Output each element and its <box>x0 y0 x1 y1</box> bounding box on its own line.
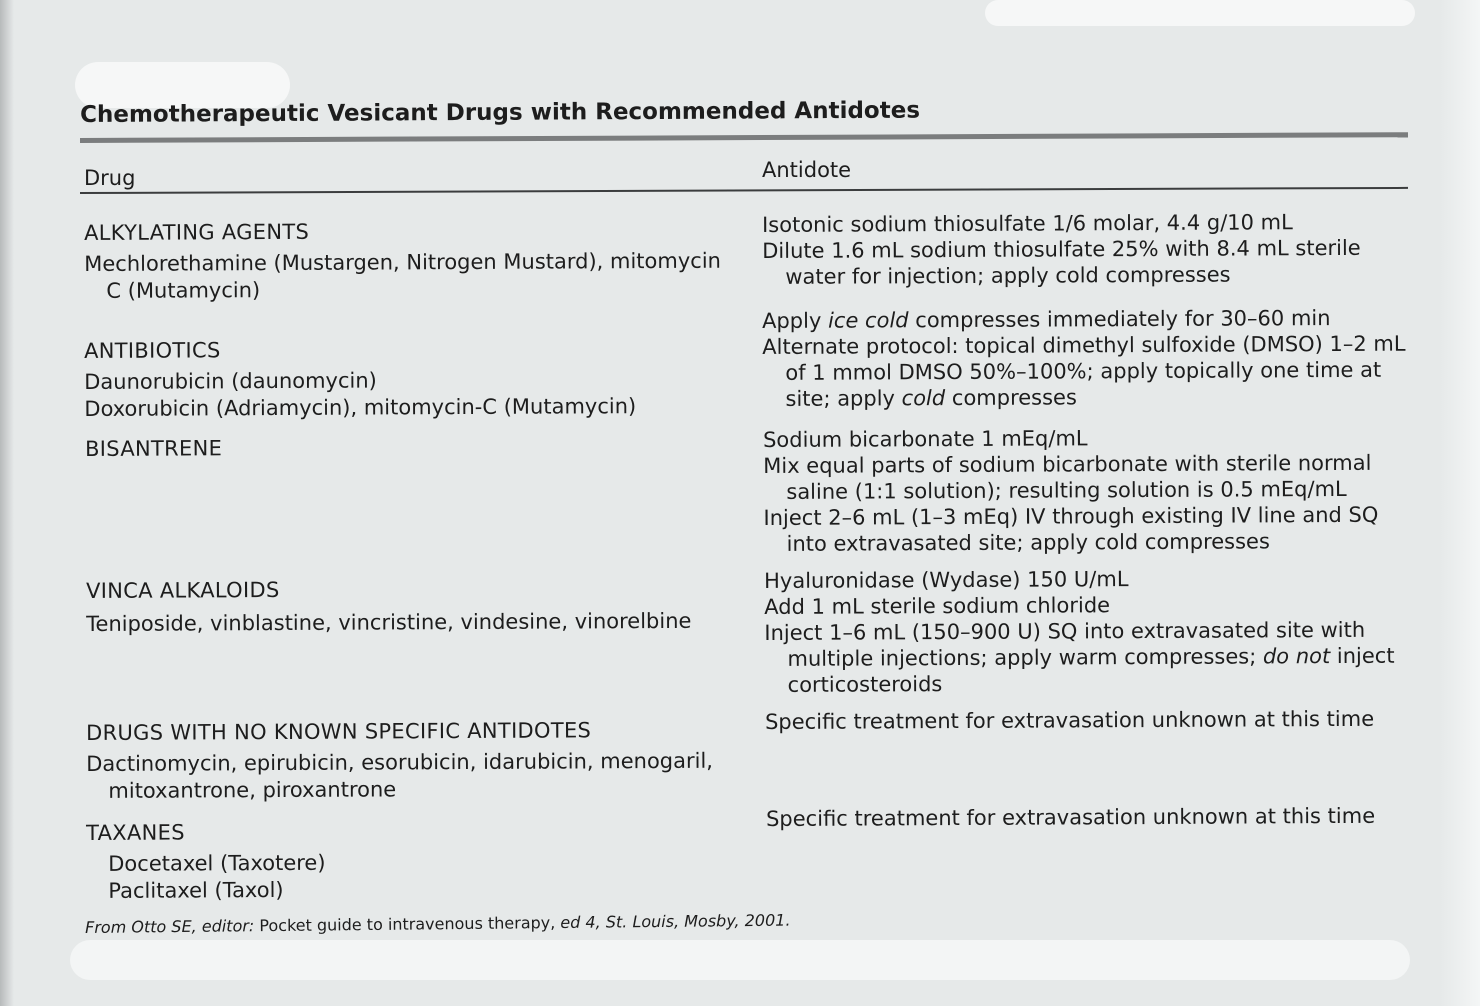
antidote-emphasis: ice cold <box>827 308 909 333</box>
drug-line: Teniposide, vinblastine, vincristine, vindesine, vinorelbine <box>86 608 692 636</box>
category-label: DRUGS WITH NO KNOWN SPECIFIC ANTIDOTES <box>86 718 592 745</box>
column-header-antidote: Antidote <box>762 158 852 182</box>
antidote-line: water for injection; apply cold compresses <box>785 262 1231 289</box>
antidote-cell-no-antidote <box>765 706 1374 735</box>
antidote-line: Add 1 mL sterile sodium chloride <box>764 593 1111 619</box>
antidote-line: into extravasated site; apply cold compresses <box>786 529 1270 556</box>
antidote-text: Apply <box>762 308 829 333</box>
citation-suffix: ed 4, St. Louis, Mosby, 2001. <box>555 910 791 933</box>
drug-line: mitoxantrone, piroxantrone <box>108 777 397 803</box>
drug-cell-vinca <box>86 575 691 638</box>
table-title: Chemotherapeutic Vesicant Drugs with Recommended Antidotes <box>80 97 921 128</box>
antidote-text: multiple injections; apply warm compresses; <box>787 644 1264 671</box>
antidote-line: of 1 mmol DMSO 50%–100%; apply topically one time at <box>785 357 1382 385</box>
antidote-text: inject <box>1330 643 1395 669</box>
antidote-cell-bisantrene <box>763 424 1379 557</box>
antidote-line: Mix equal parts of sodium bicarbonate with sterile normal <box>763 450 1372 478</box>
antidote-line: corticosteroids <box>787 672 943 697</box>
antidote-text: compresses immediately for 30–60 min <box>908 306 1331 333</box>
drug-cell-no-antidote <box>86 717 713 805</box>
antidote-line: Dilute 1.6 mL sodium thiosulfate 25% with 8.4 mL sterile <box>762 235 1361 263</box>
header-rule <box>80 187 1408 194</box>
source-citation <box>85 911 791 937</box>
antidote-line <box>762 305 1406 334</box>
page-smudge <box>70 940 1410 980</box>
drug-line: Dactinomycin, epirubicin, esorubicin, idarubicin, menogaril, <box>86 748 714 776</box>
title-rule <box>80 132 1408 143</box>
drug-line: Mechlorethamine (Mustargen, Nitrogen Mustard), mitomycin <box>84 248 722 276</box>
antidote-line: saline (1:1 solution); resulting solution is 0.5 mEq/mL <box>786 476 1347 504</box>
drug-cell-bisantrene <box>85 435 222 463</box>
category-label: VINCA ALKALOIDS <box>86 577 280 603</box>
antidote-line <box>764 643 1394 672</box>
column-header-drug: Drug <box>84 166 136 190</box>
antidote-line: Inject 1–6 mL (150–900 U) SQ into extravasated site with <box>764 617 1366 645</box>
category-label: BISANTRENE <box>85 436 223 461</box>
page-smudge <box>985 0 1415 26</box>
citation-book: Pocket guide to intravenous therapy, <box>259 913 556 936</box>
category-label: TAXANES <box>86 820 185 845</box>
antidote-emphasis: cold <box>901 386 946 411</box>
antidote-cell-taxanes <box>766 803 1375 832</box>
drug-line: Daunorubicin (daunomycin) <box>84 368 377 394</box>
antidote-line: Specific treatment for extravasation unknown at this time <box>765 706 1375 734</box>
antidote-cell-alkylating <box>762 209 1361 290</box>
antidote-line: Sodium bicarbonate 1 mEq/mL <box>763 426 1088 452</box>
antidote-emphasis: do not <box>1262 644 1331 669</box>
citation-prefix: From Otto SE, editor: <box>85 916 260 937</box>
drug-line: Docetaxel (Taxotere) <box>108 850 326 876</box>
antidote-cell-antibiotics <box>762 305 1406 412</box>
category-label: ANTIBIOTICS <box>84 338 221 363</box>
antidote-line: Alternate protocol: topical dimethyl sulfoxide (DMSO) 1–2 mL <box>762 331 1406 359</box>
page-right-edge <box>1440 0 1480 1006</box>
antidote-cell-vinca <box>764 565 1395 698</box>
antidote-line <box>762 383 1406 412</box>
drug-cell-alkylating <box>84 217 721 305</box>
drug-line: C (Mutamycin) <box>106 278 261 303</box>
antidote-line: Inject 2–6 mL (1–3 mEq) IV through existing IV line and SQ <box>763 502 1379 530</box>
category-label: ALKYLATING AGENTS <box>84 219 310 245</box>
page-left-shadow <box>0 0 14 1006</box>
drug-line: Paclitaxel (Taxol) <box>108 877 284 903</box>
antidote-line: Specific treatment for extravasation unknown at this time <box>766 803 1376 831</box>
antidote-text: compresses <box>945 385 1077 411</box>
antidote-text: site; apply <box>785 386 902 411</box>
antidote-line: Hyaluronidase (Wydase) 150 U/mL <box>764 567 1129 593</box>
drug-cell-antibiotics <box>84 335 636 423</box>
antidote-line: Isotonic sodium thiosulfate 1/6 molar, 4.4 g/10 mL <box>762 210 1293 237</box>
drug-line: Doxorubicin (Adriamycin), mitomycin-C (Mutamycin) <box>84 394 637 421</box>
drug-cell-taxanes <box>86 819 326 905</box>
